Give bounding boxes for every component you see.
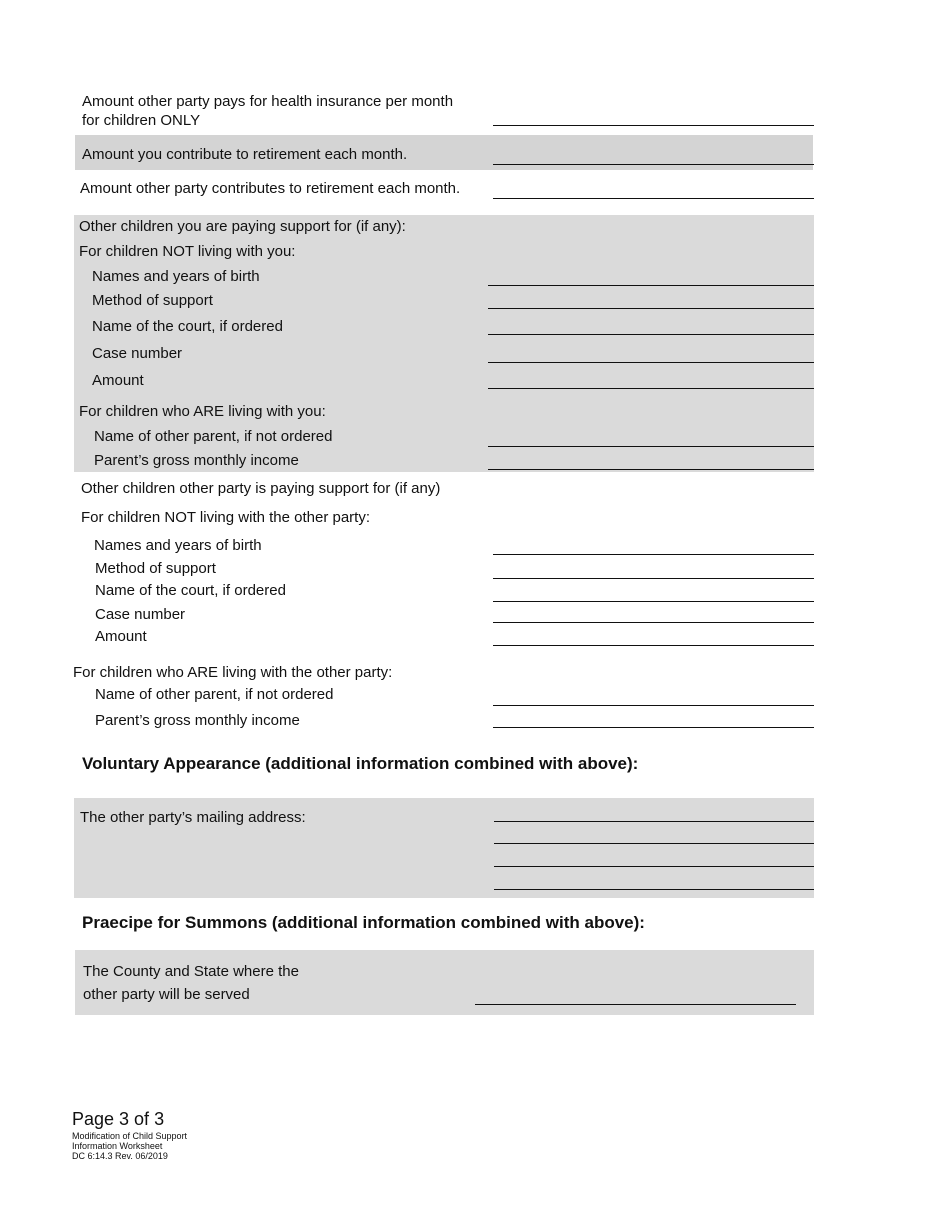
your-amount-field[interactable] (488, 388, 814, 389)
other-support-title: Other children other party is paying support for (if any) (81, 480, 441, 497)
mailing-address-line-4[interactable] (494, 889, 814, 890)
page-number: Page 3 of 3 (72, 1109, 165, 1129)
praecipe-heading: Praecipe for Summons (additional information combined with above): (82, 913, 645, 932)
other-other-parent-field[interactable] (493, 705, 814, 706)
county-state-band (75, 950, 814, 1015)
your-support-title: Other children you are paying support for (if any): (79, 218, 406, 235)
other-case-label: Case number (95, 606, 186, 623)
your-not-living-heading: For children NOT living with you: (79, 243, 296, 260)
other-amount-field[interactable] (493, 645, 814, 646)
your-case-label: Case number (92, 345, 183, 362)
your-case-field[interactable] (488, 362, 814, 363)
your-names-label: Names and years of birth (92, 268, 260, 285)
county-state-label-cont: other party will be served (83, 986, 250, 1003)
other-names-label: Names and years of birth (94, 537, 262, 554)
your-parent-income-field[interactable] (488, 469, 814, 470)
your-living-heading: For children who ARE living with you: (79, 403, 326, 420)
other-not-living-heading: For children NOT living with the other party: (81, 509, 371, 526)
other-court-field[interactable] (493, 601, 814, 602)
other-other-parent-label: Name of other parent, if not ordered (95, 686, 334, 703)
your-court-label: Name of the court, if ordered (92, 318, 283, 335)
health-insurance-label-cont: for children ONLY (82, 112, 201, 129)
your-method-label: Method of support (92, 292, 213, 309)
your-other-parent-field[interactable] (488, 446, 814, 447)
other-case-field[interactable] (493, 622, 814, 623)
health-insurance-field[interactable] (493, 125, 814, 126)
your-names-field[interactable] (488, 285, 814, 286)
your-amount-label: Amount (92, 372, 144, 389)
other-method-field[interactable] (493, 578, 814, 579)
county-state-field[interactable] (475, 1004, 796, 1005)
other-parent-income-label: Parent’s gross monthly income (95, 712, 300, 729)
retirement-other-field[interactable] (493, 198, 814, 199)
form-name-line-2: Information Worksheet (72, 1141, 163, 1151)
health-insurance-label: Amount other party pays for health insurance per month (82, 93, 454, 110)
other-court-label: Name of the court, if ordered (95, 582, 286, 599)
retirement-other-label: Amount other party contributes to retirement each month. (80, 180, 461, 197)
mailing-address-label: The other party’s mailing address: (80, 809, 306, 826)
your-other-parent-label: Name of other parent, if not ordered (94, 428, 333, 445)
mailing-address-line-3[interactable] (494, 866, 814, 867)
retirement-you-label: Amount you contribute to retirement each month. (82, 146, 408, 163)
other-living-heading: For children who ARE living with the other party: (73, 664, 393, 681)
other-parent-income-field[interactable] (493, 727, 814, 728)
mailing-address-line-2[interactable] (494, 843, 814, 844)
county-state-label: The County and State where the (83, 963, 299, 980)
voluntary-appearance-heading: Voluntary Appearance (additional information combined with above): (82, 754, 639, 773)
your-court-field[interactable] (488, 334, 814, 335)
form-name-line-1: Modification of Child Support (72, 1131, 188, 1141)
form-number: DC 6:14.3 Rev. 06/2019 (72, 1151, 168, 1161)
your-method-field[interactable] (488, 308, 814, 309)
retirement-you-field[interactable] (493, 164, 814, 165)
other-method-label: Method of support (95, 560, 216, 577)
other-amount-label: Amount (95, 628, 147, 645)
your-parent-income-label: Parent’s gross monthly income (94, 452, 299, 469)
other-names-field[interactable] (493, 554, 814, 555)
mailing-address-line-1[interactable] (494, 821, 814, 822)
